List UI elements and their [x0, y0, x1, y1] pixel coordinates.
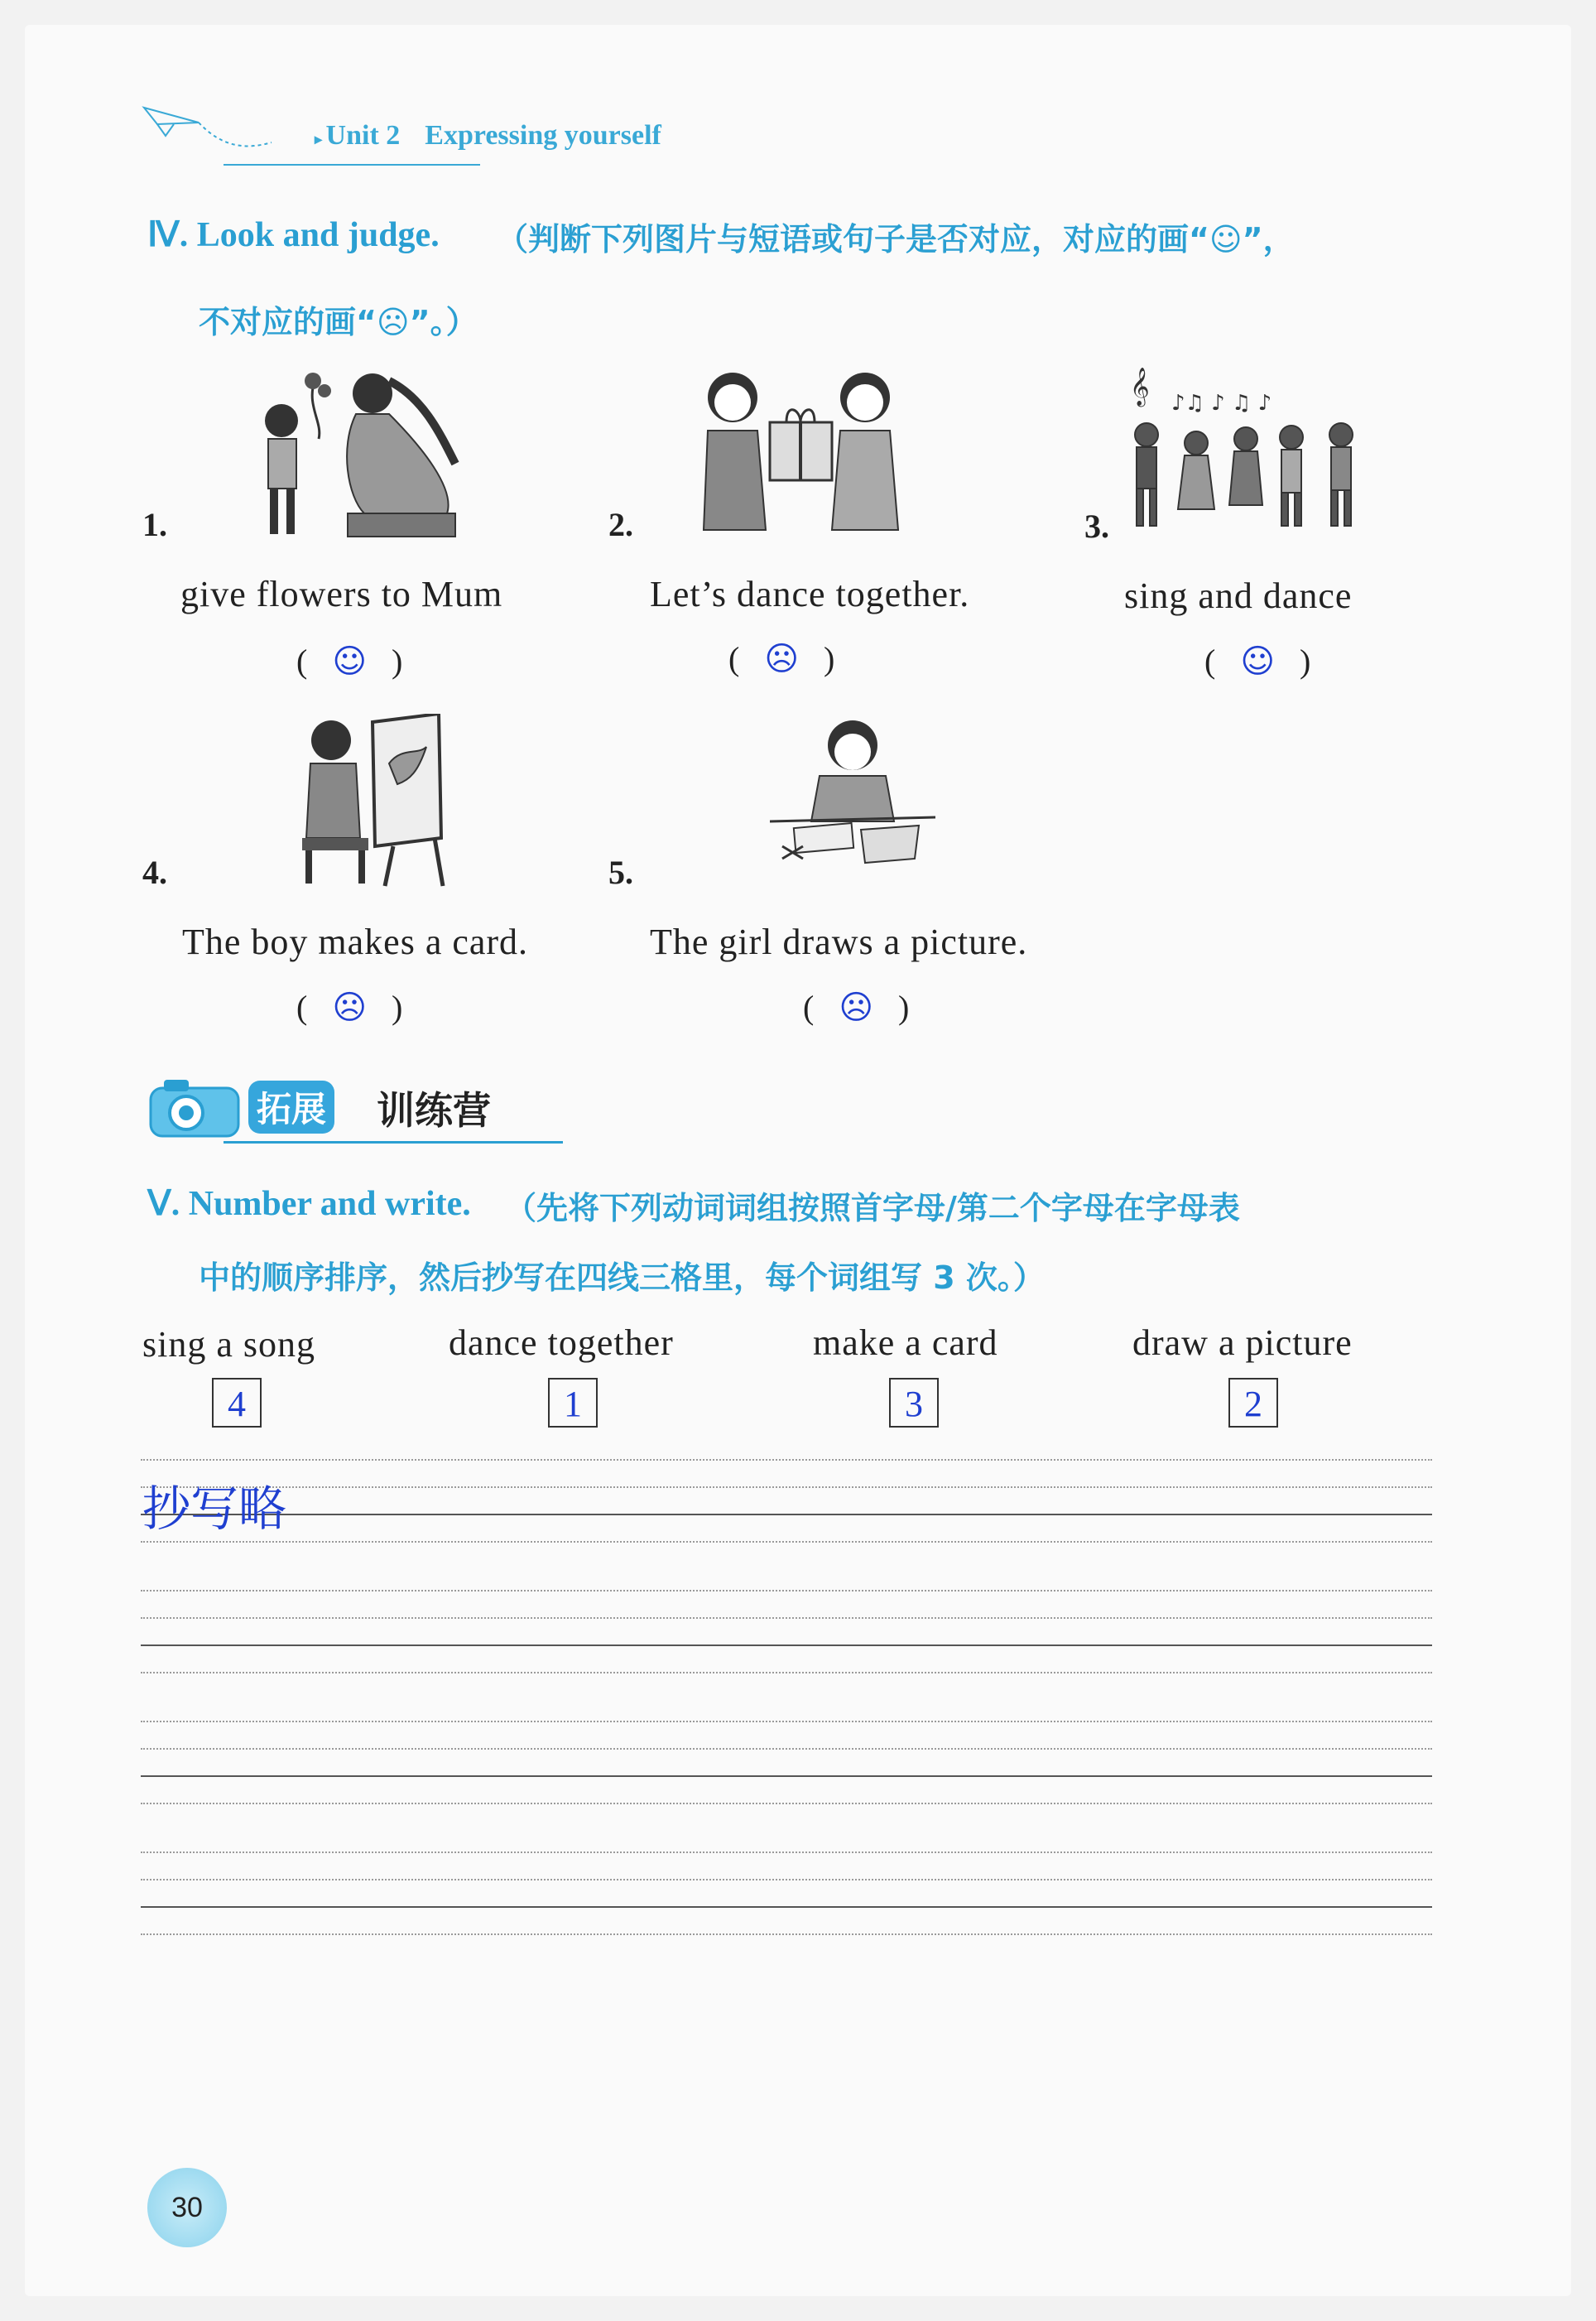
grid-line — [141, 1672, 1432, 1673]
illustration-boy-painting-at-easel — [294, 714, 459, 888]
svg-text:𝄞: 𝄞 — [1130, 368, 1150, 406]
phrase-3: make a card — [813, 1322, 998, 1363]
unit-label: Unit 2 — [325, 120, 401, 151]
answer-2: ( ☹ ) — [728, 640, 835, 678]
item-text-5: The girl draws a picture. — [650, 922, 1028, 962]
grid-line — [141, 1644, 1432, 1646]
answer-1: ( ☺ ) — [296, 643, 403, 681]
grid-line — [141, 1514, 1432, 1515]
grid-line — [141, 1852, 1432, 1853]
illustration-girl-making-card — [770, 714, 935, 879]
answer-face-2: ☹ — [764, 640, 800, 678]
order-box-4[interactable]: 2 — [1228, 1378, 1278, 1428]
grid-line — [141, 1803, 1432, 1804]
page-number: 30 — [147, 2168, 227, 2247]
item-text-2: Let’s dance together. — [650, 574, 970, 614]
answer-face-4: ☹ — [332, 989, 368, 1027]
unit-title: Expressing yourself — [425, 120, 661, 151]
grid-line — [141, 1617, 1432, 1619]
paper-plane-icon — [141, 99, 273, 157]
answer-face-3: ☺ — [1240, 643, 1276, 681]
banner-underline — [224, 1141, 563, 1144]
item-number-3: 3. — [1084, 508, 1109, 545]
handwritten-answer: 抄写略 — [142, 1481, 287, 1537]
section4-instruction-line1: （判断下列图片与短语或句子是否对应，对应的画“☺”， — [497, 221, 1295, 258]
item-number-5: 5. — [608, 854, 633, 891]
answer-face-1: ☺ — [332, 643, 368, 681]
grid-line — [141, 1721, 1432, 1722]
illustration-two-girls-with-gift — [687, 364, 911, 538]
item-number-1: 1. — [142, 506, 167, 543]
camera-icon — [147, 1075, 243, 1141]
section4-instruction-line2: 不对应的画“☹”。） — [199, 304, 478, 340]
grid-line — [141, 1775, 1432, 1777]
answer-5: ( ☹ ) — [803, 989, 910, 1027]
phrase-4: draw a picture — [1132, 1322, 1353, 1363]
grid-line — [141, 1879, 1432, 1880]
answer-4: ( ☹ ) — [296, 989, 403, 1027]
banner-badge: 拓展 — [248, 1081, 334, 1134]
unit-header: ▸ Unit 2 Expressing yourself — [315, 120, 661, 151]
section5-instruction-line1: （先将下列动词词组按照首字母/第二个字母在字母表 — [505, 1190, 1240, 1226]
phrase-2: dance together — [449, 1322, 674, 1363]
grid-line — [141, 1748, 1432, 1750]
phrase-1: sing a song — [142, 1324, 315, 1365]
grid-line — [141, 1590, 1432, 1591]
item-number-2: 2. — [608, 506, 633, 543]
answer-face-5: ☹ — [839, 989, 874, 1027]
item-number-4: 4. — [142, 854, 167, 891]
svg-text:♪♫ ♪ ♫ ♪: ♪♫ ♪ ♫ ♪ — [1171, 391, 1272, 416]
grid-line — [141, 1541, 1432, 1543]
grid-line — [141, 1906, 1432, 1908]
banner-title: 训练营 — [377, 1088, 491, 1133]
illustration-children-singing-dancing — [1122, 364, 1387, 538]
section4-title: Ⅳ. Look and judge. — [147, 216, 440, 254]
item-text-3: sing and dance — [1124, 575, 1353, 616]
order-box-3[interactable]: 3 — [889, 1378, 939, 1428]
illustration-boy-giving-flowers — [257, 364, 488, 538]
section5-title: Ⅴ. Number and write. — [147, 1185, 471, 1223]
order-box-1[interactable]: 4 — [212, 1378, 262, 1428]
answer-3: ( ☺ ) — [1204, 643, 1311, 681]
grid-line — [141, 1459, 1432, 1461]
section5-instruction-line2: 中的顺序排序，然后抄写在四线三格里，每个词组写 3 次。） — [199, 1259, 1045, 1296]
item-text-4: The boy makes a card. — [182, 922, 529, 962]
grid-line — [141, 1486, 1432, 1488]
item-text-1: give flowers to Mum — [180, 574, 503, 614]
grid-line — [141, 1933, 1432, 1935]
header-underline — [224, 164, 480, 166]
order-box-2[interactable]: 1 — [548, 1378, 598, 1428]
